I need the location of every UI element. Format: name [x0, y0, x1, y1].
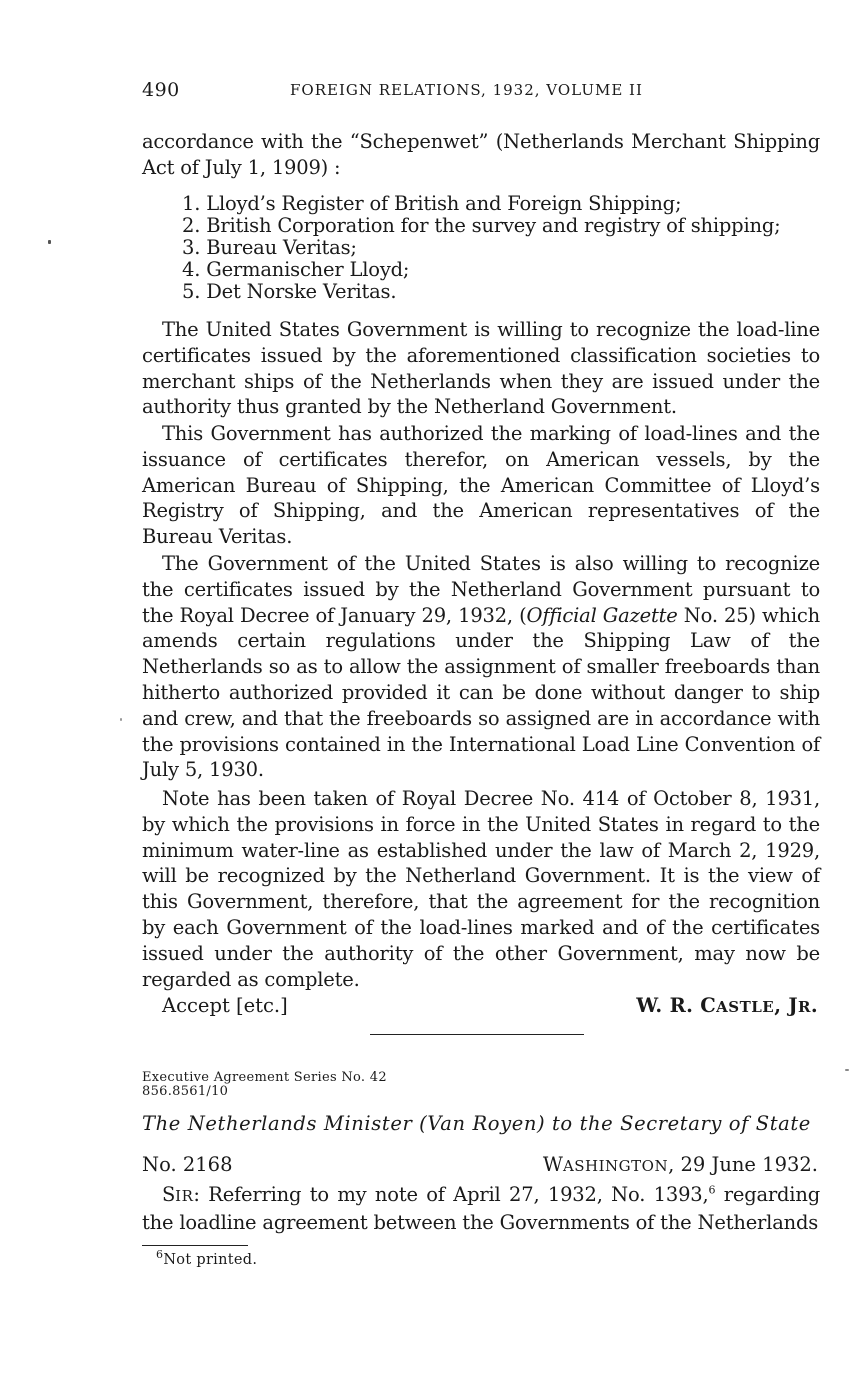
- paragraph-text: regarding the loadline agreement between the Governments of the Netherlands: [142, 1183, 820, 1234]
- paragraph-water-line: Note has been taken of Royal Decree No. 414 of October 8, 1931, by which the provisions in force in the United States in regard to the minimum water-line as established under the law of March 2, 1929, will be recognized by the Netherland Government. It is the view of this Government, therefore, that the agreement for the recognition by each Government of the load-lines marked and of the certificates issued under the authority of the other Government, may now be regarded as complete.: [142, 787, 820, 991]
- paragraph-text: The Government of the United States is also willing to recognize the certificates issued by the Netherland Government pursuant to the Royal Decree of January 29, 1932, (: [142, 552, 820, 627]
- page-number: 490: [142, 79, 180, 101]
- signer-surname: ASTLE: [716, 998, 775, 1016]
- note-number: No. 2168: [142, 1153, 233, 1176]
- footnote-reference: 6: [708, 1183, 716, 1197]
- paragraph-recognition: The United States Government is willing to recognize the load-line certificates issued by the aforementioned classification societies to merchant ships of the Netherlands when they are issued under the authority thus granted by the Netherland Government.: [142, 318, 820, 419]
- footnote-marker: 6: [156, 1248, 164, 1262]
- date: , 29 June 1932.: [668, 1153, 818, 1176]
- dateline: [142, 1153, 820, 1179]
- document-title: The Netherlands Minister (Van Royen) to the Secretary of State: [142, 1112, 811, 1135]
- paragraph-royal-decree: [142, 551, 820, 783]
- gazette-title: Official Gazette: [526, 603, 678, 627]
- stray-mark: [845, 1069, 849, 1071]
- place-initial: W: [542, 1153, 563, 1176]
- list-item: 4. Germanischer Lloyd;: [182, 258, 410, 281]
- salutation-initial: S: [162, 1183, 176, 1206]
- paragraph-authorization: This Government has authorized the marking of load-lines and the issuance of certificates therefor, on American vessels, by the American Bureau of Shipping, the American Committee of Lloyd’s Registry of Shipping, and the American representatives of the Bureau Veritas.: [142, 422, 820, 549]
- signer-period: .: [810, 994, 818, 1017]
- section-divider: [370, 1034, 584, 1035]
- classification-societies-list: [182, 193, 822, 303]
- paragraph-text: No. 25) which amends certain regulations under the Shipping Law of the Netherlands so as to allow the assignment of smaller freeboards than hitherto authorized provided it can be done without danger to ship and crew, and that the freeboards so assigned are in accordance with the provisions contained in the International Load Line Convention of July 5, 1930.: [142, 603, 821, 782]
- list-item: 5. Det Norske Veritas.: [182, 280, 397, 303]
- footnote-rule: [142, 1245, 248, 1246]
- paragraph-text: Referring to my note of April 27, 1932, No. 1393,: [199, 1183, 709, 1206]
- place-date: [543, 1153, 818, 1176]
- file-number: 856.8561/10: [142, 1083, 229, 1099]
- intro-text: accordance with the “Schepenwet” (Netherlands Merchant Shipping Act of July 1, 1909) :: [142, 130, 820, 179]
- list-item: 3. Bureau Veritas;: [182, 236, 357, 259]
- stray-mark: [120, 718, 122, 721]
- page-header: [142, 79, 820, 103]
- stray-mark: [48, 240, 51, 244]
- list-item: 1. Lloyd’s Register of British and Foreign Shipping;: [182, 192, 682, 215]
- closing-accept: Accept [etc.]: [162, 994, 288, 1017]
- running-head: FOREIGN RELATIONS, 1932, VOLUME II: [290, 81, 643, 99]
- list-item: 2. British Corporation for the survey and registry of shipping;: [182, 214, 781, 237]
- series-reference: [142, 1071, 387, 1098]
- salutation-colon: :: [193, 1183, 200, 1206]
- signer-suffix-initial: , J: [774, 994, 798, 1017]
- footnote-text: Not printed.: [163, 1252, 258, 1268]
- series-number: Executive Agreement Series No. 42: [142, 1070, 387, 1085]
- signer-name: [636, 994, 818, 1017]
- place-name: ASHINGTON: [562, 1157, 669, 1175]
- salutation: IR: [175, 1187, 194, 1205]
- signer-suffix: R: [797, 998, 811, 1016]
- closing-line: [142, 994, 820, 1020]
- salutation-paragraph: [142, 1182, 820, 1236]
- signer-initials: W. R. C: [636, 994, 717, 1017]
- footnote: [156, 1248, 258, 1268]
